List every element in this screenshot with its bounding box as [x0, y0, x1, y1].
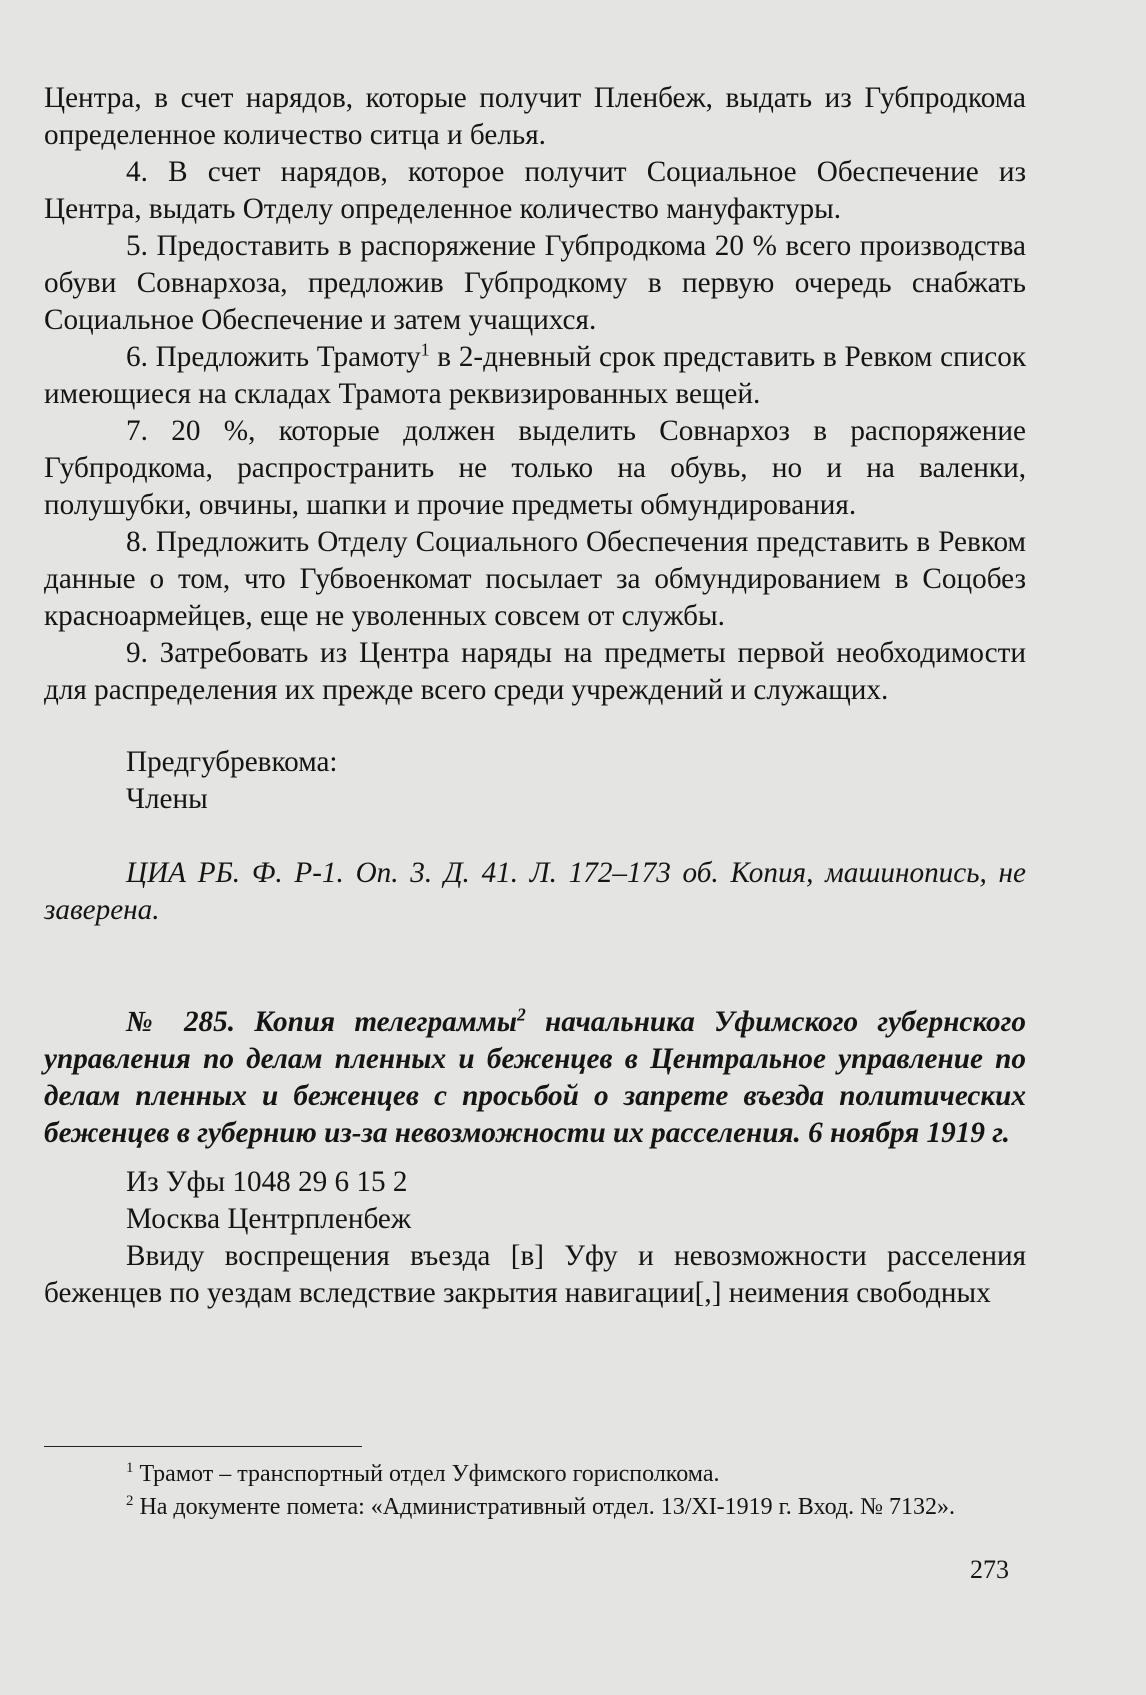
page-number: 273: [970, 1555, 1009, 1584]
footnote-2-mark: 2: [126, 1493, 134, 1509]
paragraph-continued: Центра, в счет нарядов, которые получит Пленбеж, выдать из Губпродкома определенное количество ситца и белья.: [44, 82, 1026, 151]
footnotes: [44, 1458, 1026, 1524]
signature-chair: Предгубревкома:: [126, 746, 338, 778]
footnote-1: [44, 1458, 1026, 1491]
paragraph-6-end: в 2-дневный срок представить в Ревком список имеющиеся на складах Трамота реквизированных вещей.: [44, 341, 1026, 410]
paragraph-7: 7. 20 %, которые должен выделить Совнархоз в распоряжение Губпродкома, распространить не только на обувь, но и на валенки, полушубки, овчины, шапки и прочие предметы обмундирования.: [44, 415, 1026, 521]
paragraph-4: 4. В счет нарядов, которое получит Социальное Обеспечение из Центра, выдать Отделу определенное количество мануфактуры.: [44, 156, 1026, 225]
footnote-1-mark: 1: [126, 1460, 134, 1476]
footnote-2-text: На документе помета: «Административный отдел. 13/XI-1919 г. Вход. № 7132».: [133, 1494, 956, 1520]
footnote-2: [44, 1491, 1026, 1524]
document-285-title-start: № 285. Копия телеграммы: [126, 1006, 518, 1038]
telegram-from: Из Уфы 1048 29 6 15 2: [126, 1166, 408, 1198]
footnote-ref-2: 2: [517, 1004, 526, 1025]
paragraph-6-start: 6. Предложить Трамоту: [126, 341, 421, 373]
document-285-title: [44, 1004, 1026, 1152]
telegram-to: Москва Центрпленбеж: [126, 1203, 412, 1235]
main-text: [44, 80, 1026, 709]
footnote-divider: [44, 1446, 362, 1447]
paragraph-9: 9. Затребовать из Центра наряды на предметы первой необходимости для распределения их прежде всего среди учреждений и служащих.: [44, 637, 1026, 706]
signature-members: Члены: [126, 783, 208, 815]
archive-reference: [44, 855, 1026, 929]
footnote-1-text: Трамот – транспортный отдел Уфимского горисполкома.: [133, 1461, 720, 1487]
footnote-ref-1: 1: [420, 339, 430, 360]
signature-block: [44, 744, 1026, 818]
telegram-body: Ввиду воспрещения въезда [в] Уфу и невозможности расселения беженцев по уездам вследствие закрытия навигации[,] неимения свободных: [44, 1240, 1026, 1309]
archive-reference-text: ЦИА РБ. Ф. Р-1. Оп. 3. Д. 41. Л. 172–173 об. Копия, машинопись, не заверена.: [44, 857, 1026, 926]
document-285: [44, 1004, 1026, 1312]
paragraph-6: [44, 339, 1026, 413]
paragraph-8: 8. Предложить Отделу Социального Обеспечения представить в Ревком данные о том, что Губвоенкомат посылает за обмундированием в Соцобез красноармейцев, еще не уволенных совсем от службы.: [44, 526, 1026, 632]
paragraph-5: 5. Предоставить в распоряжение Губпродкома 20 % всего производства обуви Совнархоза, предложив Губпродкому в первую очередь снабжать Социальное Обеспечение и затем учащихся.: [44, 230, 1026, 336]
document-285-title-end: начальника Уфимского губернского управления по делам пленных и беженцев в Центральное управление по делам пленных и беженцев с просьбой о запрете въезда политических беженцев в губернию из-за невозможности их расселения. 6 ноября 1919 г.: [44, 1006, 1026, 1149]
